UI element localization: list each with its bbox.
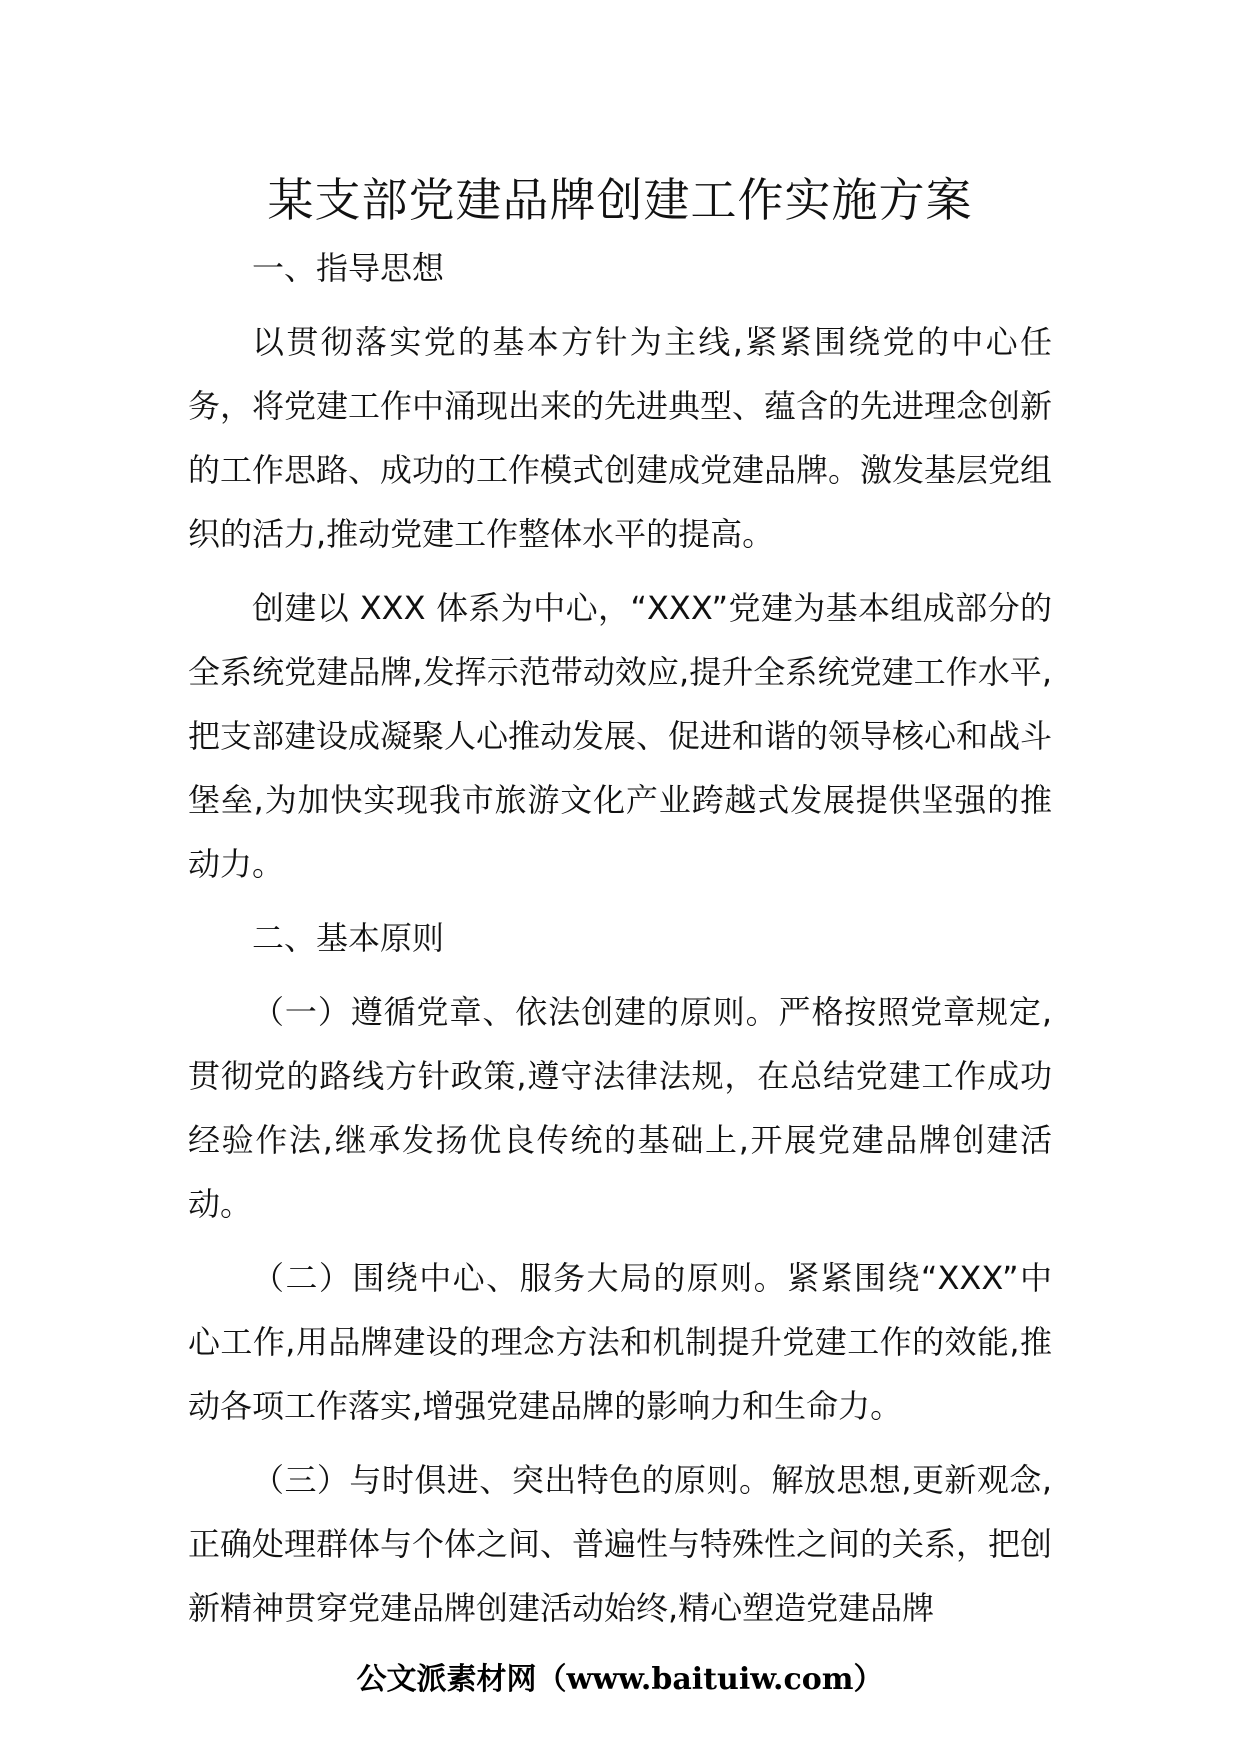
document-title: 某支部党建品牌创建工作实施方案 [267,173,973,227]
paragraph: 创建以 XXX 体系为中心，“XXX”党建为基本组成部分的全系统党建品牌,发挥示范带动效应,提升全系统党建工作水平,把支部建设成凝聚人心推动发展、促进和谐的领导核心和战斗堡垒,为加快实现我市旅游文化产业跨越式发展提供坚强的推动力。 [188,589,1053,883]
section-heading-basic-principles: 二、基本原则 [252,919,445,957]
section-heading-guiding-ideology: 一、指导思想 [252,249,445,287]
paragraph: （三）与时俱进、突出特色的原则。解放思想,更新观念,正确处理群体与个体之间、普遍性与特殊性之间的关系，把创新精神贯穿党建品牌创建活动始终,精心塑造党建品牌 [188,1461,1053,1627]
paragraph: （二）围绕中心、服务大局的原则。紧紧围绕“XXX”中心工作,用品牌建设的理念方法和机制提升党建工作的效能,推动各项工作落实,增强党建品牌的影响力和生命力。 [188,1259,1052,1425]
document-body [188,236,1052,1650]
paragraph: 以贯彻落实党的基本方针为主线,紧紧围绕党的中心任务，将党建工作中涌现出来的先进典型、蕴含的先进理念创新的工作思路、成功的工作模式创建成党建品牌。激发基层党组织的活力,推动党建工作整体水平的提高。 [188,323,1053,553]
footer-watermark: 公文派素材网（www.baituiw.com） [356,1662,884,1697]
paragraph: （一）遵循党章、依法创建的原则。严格按照党章规定,贯彻党的路线方针政策,遵守法律法规，在总结党建工作成功经验作法,继承发扬优良传统的基础上,开展党建品牌创建活动。 [188,993,1052,1223]
